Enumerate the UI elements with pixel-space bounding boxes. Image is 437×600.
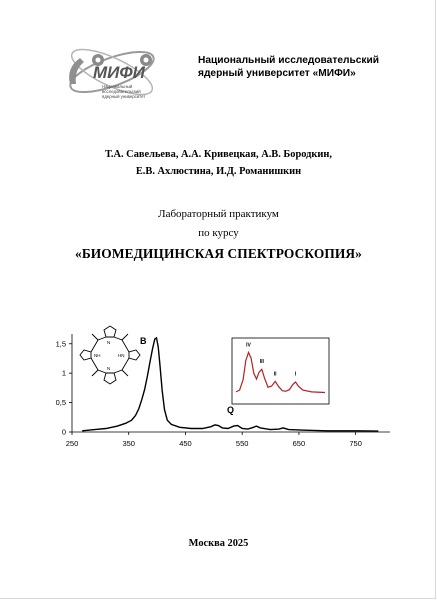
authors — [0, 146, 437, 180]
inset-peak-label: IV — [246, 342, 251, 349]
x-tick-label: 650 — [292, 439, 306, 448]
spectrum-curve — [82, 338, 378, 431]
logo-caption-2: исследовательский — [102, 89, 141, 94]
x-tick-label: 750 — [349, 439, 362, 448]
y-tick-label: 0 — [61, 427, 66, 437]
band-label-b: B — [140, 336, 147, 346]
svg-text:N: N — [107, 366, 111, 371]
inset-peak-label: III — [259, 358, 264, 365]
subtitle — [0, 205, 437, 243]
svg-text:N: N — [107, 340, 111, 345]
inset-peak-label: II — [273, 371, 277, 378]
logo-text: МИФИ — [93, 63, 145, 82]
subtitle-line1: Лабораторный практикум — [158, 208, 279, 220]
city-year: Москва 2025 — [188, 538, 249, 549]
svg-text:NH: NH — [94, 353, 101, 358]
university-name-line1: Национальный исследовательский — [198, 55, 380, 66]
authors-line2: Е.В. Ахлюстина, И.Д. Романишкин — [135, 166, 302, 177]
logo-caption-1: Национальный — [102, 84, 133, 89]
q-band-inset — [232, 338, 329, 404]
y-tick-label: 1,5 — [55, 339, 66, 349]
x-tick-label: 250 — [65, 439, 79, 448]
svg-text:HN: HN — [118, 353, 125, 358]
x-tick-label: 550 — [235, 439, 249, 448]
chart-axes — [72, 334, 390, 432]
band-label-q: Q — [227, 405, 235, 415]
authors-line1: Т.А. Савельева, А.А. Кривецкая, А.В. Бородкин, — [105, 149, 332, 160]
university-name-line2: ядерный университет «МИФИ» — [198, 68, 356, 79]
mephi-logo — [62, 38, 162, 108]
logo-caption-3: ядерный университет — [102, 94, 146, 99]
university-name — [198, 54, 408, 80]
x-tick-label: 450 — [179, 439, 192, 448]
porphyrin-structure — [80, 326, 140, 384]
inset-peak-label: I — [294, 371, 297, 378]
x-ticks — [66, 432, 362, 448]
y-ticks — [56, 339, 72, 436]
course-title: «БИОМЕДИЦИНСКАЯ СПЕКТРОСКОПИЯ» — [75, 246, 362, 261]
x-tick-label: 350 — [122, 439, 135, 448]
y-tick-label: 0,5 — [55, 398, 66, 408]
absorption-spectrum-chart — [0, 318, 437, 458]
subtitle-line2: по курсу — [198, 227, 239, 239]
y-tick-label: 1 — [61, 368, 66, 378]
